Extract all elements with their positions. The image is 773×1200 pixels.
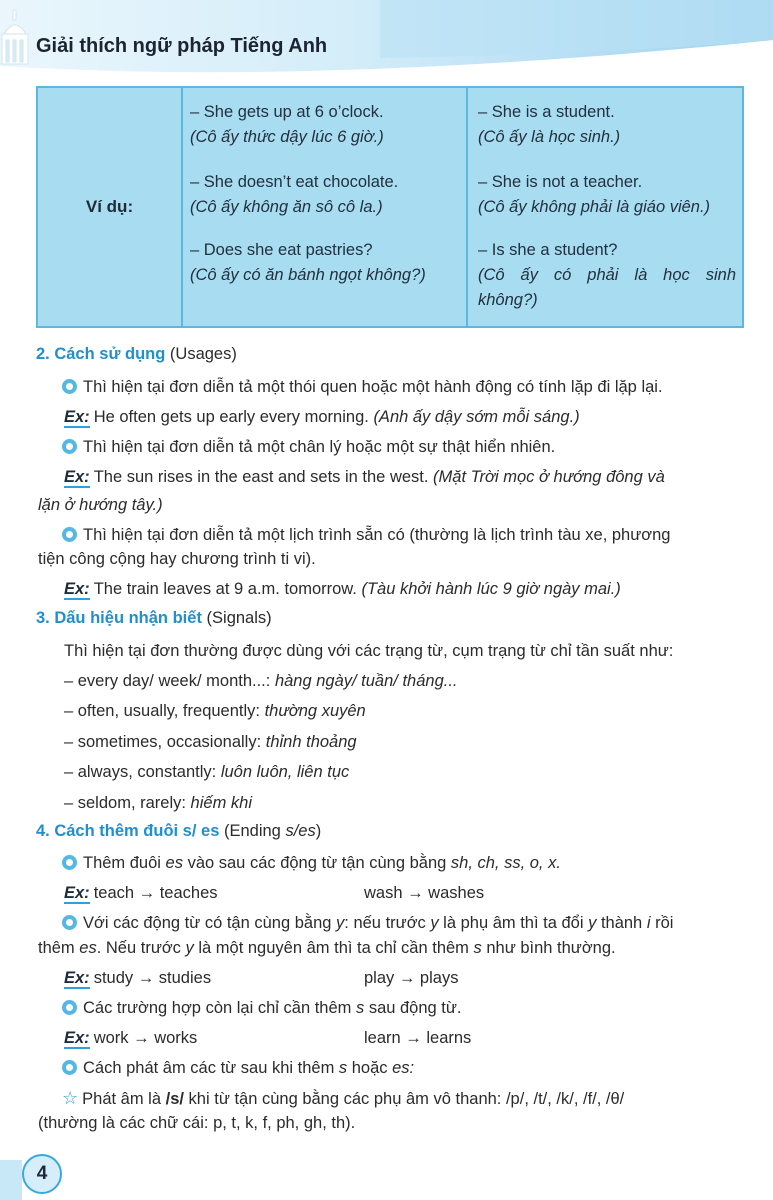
cell-english: – She gets up at 6 o’clock. bbox=[190, 103, 384, 121]
example-line bbox=[64, 882, 218, 904]
example-word: learn → learns bbox=[364, 1029, 472, 1047]
rule-text: es bbox=[165, 854, 183, 872]
page-corner-decoration bbox=[0, 1160, 22, 1200]
example-vietnamese: (Anh ấy dậy sớm mỗi sáng.) bbox=[373, 408, 580, 426]
heading-text: 2. Cách sử dụng bbox=[36, 345, 166, 363]
rule-text: i bbox=[646, 914, 651, 932]
rule-text: /s/ bbox=[165, 1090, 184, 1108]
cell-vietnamese: (Cô ấy là học sinh.) bbox=[478, 128, 621, 146]
signal-english: – always, constantly: bbox=[64, 763, 221, 781]
rule-text: thêm bbox=[38, 939, 80, 957]
cell-english: – Does she eat pastries? bbox=[190, 241, 373, 259]
signal-vietnamese: thường xuyên bbox=[264, 702, 366, 720]
table-label: Ví dụ: bbox=[85, 197, 134, 216]
rule-text: : nếu trước bbox=[344, 914, 431, 932]
heading-text: 4. Cách thêm đuôi s/ es bbox=[36, 822, 220, 840]
usage-rule bbox=[62, 436, 555, 458]
example-line bbox=[64, 406, 580, 428]
cell-vietnamese: (Cô ấy không phải là giáo viên.) bbox=[478, 198, 711, 216]
heading-english: (Usages) bbox=[169, 345, 237, 363]
rule-text: thành bbox=[596, 914, 647, 932]
bullet-icon bbox=[62, 1060, 77, 1075]
example-word: wash → washes bbox=[364, 884, 485, 902]
example-line bbox=[64, 967, 211, 989]
example-line bbox=[64, 578, 621, 600]
cell-english: – Is she a student? bbox=[478, 241, 618, 259]
rule-text: Thì hiện tại đơn diễn tả một lịch trình sẵn có (thường là lịch trình tàu xe, phương bbox=[83, 526, 671, 544]
example-vietnamese: lặn ở hướng tây.) bbox=[38, 496, 163, 514]
star-icon: ☆ bbox=[62, 1088, 79, 1108]
bullet-icon bbox=[62, 527, 77, 542]
pronunciation-rule bbox=[62, 1087, 624, 1110]
rule-text: Thì hiện tại đơn diễn tả một chân lý hoặc một sự thật hiển nhiên. bbox=[83, 438, 556, 456]
bullet-icon bbox=[62, 1000, 77, 1015]
heading-english: s/es bbox=[285, 822, 316, 840]
rule-text: Cách phát âm các từ sau khi thêm bbox=[83, 1059, 339, 1077]
rule-text: Phát âm là bbox=[82, 1090, 166, 1108]
signal-item bbox=[64, 761, 349, 783]
rule-text: . Nếu trước bbox=[96, 939, 186, 957]
example-line bbox=[64, 1027, 197, 1049]
table-cell bbox=[190, 100, 384, 150]
table-cell bbox=[478, 170, 710, 220]
cell-vietnamese: không?) bbox=[478, 291, 538, 309]
example-english: The train leaves at 9 a.m. tomorrow. bbox=[93, 580, 357, 598]
rule-text: vào sau các động từ tận cùng bằng bbox=[182, 854, 451, 872]
ex-label: Ex: bbox=[64, 969, 90, 987]
signal-vietnamese: luôn luôn, liên tục bbox=[220, 763, 350, 781]
rule-text: khi từ tận cùng bằng các phụ âm vô thanh: /p/, /t/, /k/, /f/, /θ/ bbox=[183, 1090, 625, 1108]
cell-vietnamese: (Cô ấy có ăn bánh ngọt không?) bbox=[190, 266, 426, 284]
example-table bbox=[36, 86, 744, 328]
usage-rule bbox=[62, 376, 663, 398]
rule-text: y bbox=[185, 939, 194, 957]
rule-text: (thường là các chữ cái: p, t, k, f, ph, gh, th). bbox=[38, 1114, 356, 1132]
heading-text: 3. Dấu hiệu nhận biết bbox=[36, 609, 202, 627]
rule-text: rồi bbox=[650, 914, 674, 932]
signal-item bbox=[64, 792, 252, 814]
rule-text: Các trường hợp còn lại chỉ cần thêm bbox=[83, 999, 356, 1017]
cell-vietnamese: (Cô ấy có phải là học sinh bbox=[478, 266, 736, 284]
rule-text: như bình thường. bbox=[481, 939, 616, 957]
rule-text: es: bbox=[392, 1059, 415, 1077]
rule-text: s bbox=[338, 1059, 348, 1077]
bullet-icon bbox=[62, 439, 77, 454]
signals-intro: Thì hiện tại đơn thường được dùng với các trạng từ, cụm trạng từ chỉ tần suất như: bbox=[64, 642, 674, 660]
rule-text: tiện công cộng hay chương trình ti vi). bbox=[38, 550, 316, 568]
cell-vietnamese: (Cô ấy không ăn sô cô la.) bbox=[190, 198, 383, 216]
header-title: Giải thích ngữ pháp Tiếng Anh bbox=[36, 35, 328, 57]
rule-text: s bbox=[355, 999, 365, 1017]
ending-rule bbox=[62, 852, 561, 874]
rule-text: y bbox=[588, 914, 597, 932]
bullet-icon bbox=[62, 915, 77, 930]
signal-english: – every day/ week/ month...: bbox=[64, 672, 275, 690]
usage-rule bbox=[62, 524, 670, 546]
rule-text: sau động từ. bbox=[364, 999, 462, 1017]
rule-text: là một nguyên âm thì ta chỉ cần thêm bbox=[193, 939, 474, 957]
bullet-icon bbox=[62, 855, 77, 870]
table-cell bbox=[478, 238, 736, 313]
example-word: work → works bbox=[93, 1029, 198, 1047]
table-cell bbox=[190, 238, 426, 288]
ex-label: Ex: bbox=[64, 1029, 90, 1047]
example-line bbox=[64, 466, 665, 488]
signal-item bbox=[64, 670, 458, 692]
signal-vietnamese: thỉnh thoảng bbox=[265, 733, 357, 751]
rule-text: Thì hiện tại đơn diễn tả một thói quen hoặc một hành động có tính lặp đi lặp lại. bbox=[83, 378, 663, 396]
signal-vietnamese: hiếm khi bbox=[190, 794, 252, 812]
table-cell bbox=[478, 100, 620, 150]
ending-rule bbox=[62, 997, 462, 1019]
rule-text: es bbox=[79, 939, 97, 957]
ex-label: Ex: bbox=[64, 884, 90, 902]
table-cell bbox=[190, 170, 398, 220]
table-divider bbox=[466, 88, 468, 326]
page-header bbox=[0, 0, 773, 82]
example-word: teach → teaches bbox=[93, 884, 218, 902]
ex-label: Ex: bbox=[64, 408, 90, 426]
example-word: play → plays bbox=[364, 969, 459, 987]
ending-rule-continued bbox=[38, 937, 616, 959]
rule-text: Với các động từ có tận cùng bằng bbox=[83, 914, 337, 932]
example-vietnamese: (Tàu khởi hành lúc 9 giờ ngày mai.) bbox=[361, 580, 621, 598]
signal-item bbox=[64, 700, 366, 722]
signal-vietnamese: hàng ngày/ tuần/ tháng... bbox=[274, 672, 458, 690]
signal-english: – often, usually, frequently: bbox=[64, 702, 265, 720]
rule-text: Thêm đuôi bbox=[83, 854, 166, 872]
signal-english: – seldom, rarely: bbox=[64, 794, 191, 812]
rule-text: sh, ch, ss, o, x. bbox=[450, 854, 561, 872]
rule-text: y bbox=[430, 914, 439, 932]
heading-english: (Signals) bbox=[206, 609, 272, 627]
heading-english: (Ending bbox=[223, 822, 286, 840]
ex-label: Ex: bbox=[64, 580, 90, 598]
example-english: He often gets up early every morning. bbox=[93, 408, 369, 426]
example-vietnamese: (Mặt Trời mọc ở hướng đông và bbox=[433, 468, 665, 486]
cell-vietnamese: (Cô ấy thức dậy lúc 6 giờ.) bbox=[190, 128, 384, 146]
table-divider bbox=[181, 88, 183, 326]
ending-rule bbox=[62, 1057, 414, 1079]
signal-english: – sometimes, occasionally: bbox=[64, 733, 266, 751]
rule-text: y bbox=[336, 914, 345, 932]
rule-text: là phụ âm thì ta đổi bbox=[438, 914, 589, 932]
section-heading-signals bbox=[36, 609, 272, 628]
cell-english: – She is not a teacher. bbox=[478, 173, 643, 191]
rule-text: hoặc bbox=[347, 1059, 393, 1077]
ex-label: Ex: bbox=[64, 468, 90, 486]
section-heading-usages bbox=[36, 345, 237, 364]
heading-english: ) bbox=[315, 822, 322, 840]
cell-english: – She is a student. bbox=[478, 103, 615, 121]
bullet-icon bbox=[62, 379, 77, 394]
section-heading-ending bbox=[36, 822, 321, 841]
rule-text: s bbox=[473, 939, 482, 957]
ending-rule bbox=[62, 912, 673, 934]
cell-english: – She doesn’t eat chocolate. bbox=[190, 173, 399, 191]
signal-item bbox=[64, 731, 357, 753]
example-word: study → studies bbox=[93, 969, 212, 987]
example-english: The sun rises in the east and sets in the west. bbox=[93, 468, 429, 486]
page-number: 4 bbox=[22, 1154, 62, 1194]
